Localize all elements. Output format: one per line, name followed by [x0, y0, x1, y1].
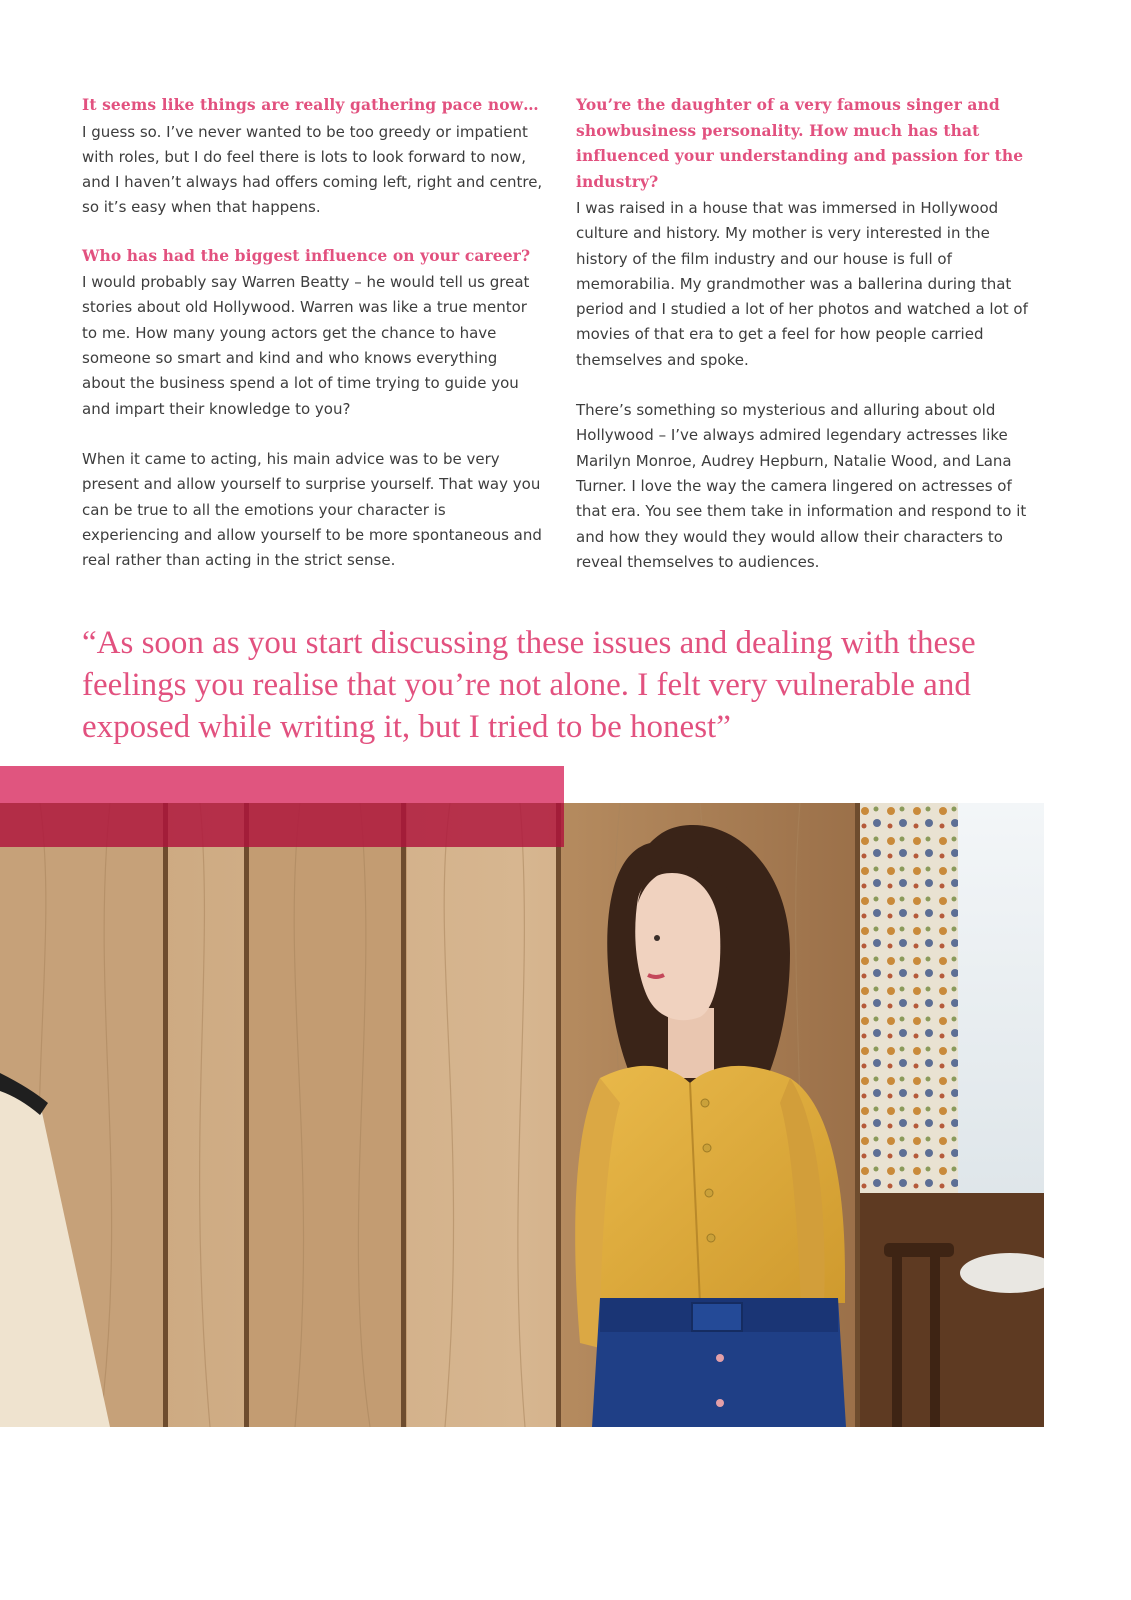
- left-column: [82, 92, 544, 573]
- portrait-photo: [0, 803, 1044, 1427]
- accent-bar: [0, 766, 564, 803]
- answer-paragraph: I guess so. I’ve never wanted to be too greedy or impatient with roles, but I do feel there is lots to look forward to now, and I haven’t always had offers coming left, right and centre, so it’s easy when that happens.: [82, 122, 543, 217]
- question-heading: Who has had the biggest influence on your career?: [82, 245, 531, 265]
- answer-paragraph: There’s something so mysterious and alluring about old Hollywood – I’ve always admired legendary actresses like Marilyn Monroe, Audrey Hepburn, Natalie Wood, and Lana Turner. I love the way the camera lingered on actresses of that era. You see them take in information and respond to it and how they would they would allow their characters to reveal themselves to audiences.: [576, 401, 1027, 571]
- answer-paragraph: When it came to acting, his main advice was to be very present and allow yourself to surprise yourself. That way you can be true to all the emotions your character is experiencing and allow yourself to be more spontaneous and real rather than acting in the strict sense.: [82, 449, 542, 570]
- answer-paragraph: I was raised in a house that was immersed in Hollywood culture and history. My mother is very interested in the history of the film industry and our house is full of memorabilia. My grandmother was a ballerina during that period and I studied a lot of her photos and watched a lot of movies of that era to get a feel for how people carried themselves and spoke.: [576, 199, 1028, 369]
- pull-quote: “As soon as you start discussing these issues and dealing with these feelings you realise that you’re not alone. I felt very vulnerable and exposed while writing it, but I tried to be honest”: [82, 625, 976, 745]
- accent-bar-overlay: [0, 803, 564, 847]
- answer-paragraph: I would probably say Warren Beatty – he would tell us great stories about old Hollywood. Warren was like a true mentor to me. How many young actors get the chance to have someone so smart and kind and who knows everything about the business spend a lot of time trying to guide you and impart their knowledge to you?: [82, 273, 530, 418]
- question-heading: It seems like things are really gathering pace now…: [82, 95, 539, 114]
- photo-illustration: [0, 803, 1044, 1427]
- question-heading: You’re the daughter of a very famous singer and showbusiness personality. How much has that influenced your understanding and passion for the industry?: [576, 95, 1024, 191]
- right-column: [576, 92, 1038, 575]
